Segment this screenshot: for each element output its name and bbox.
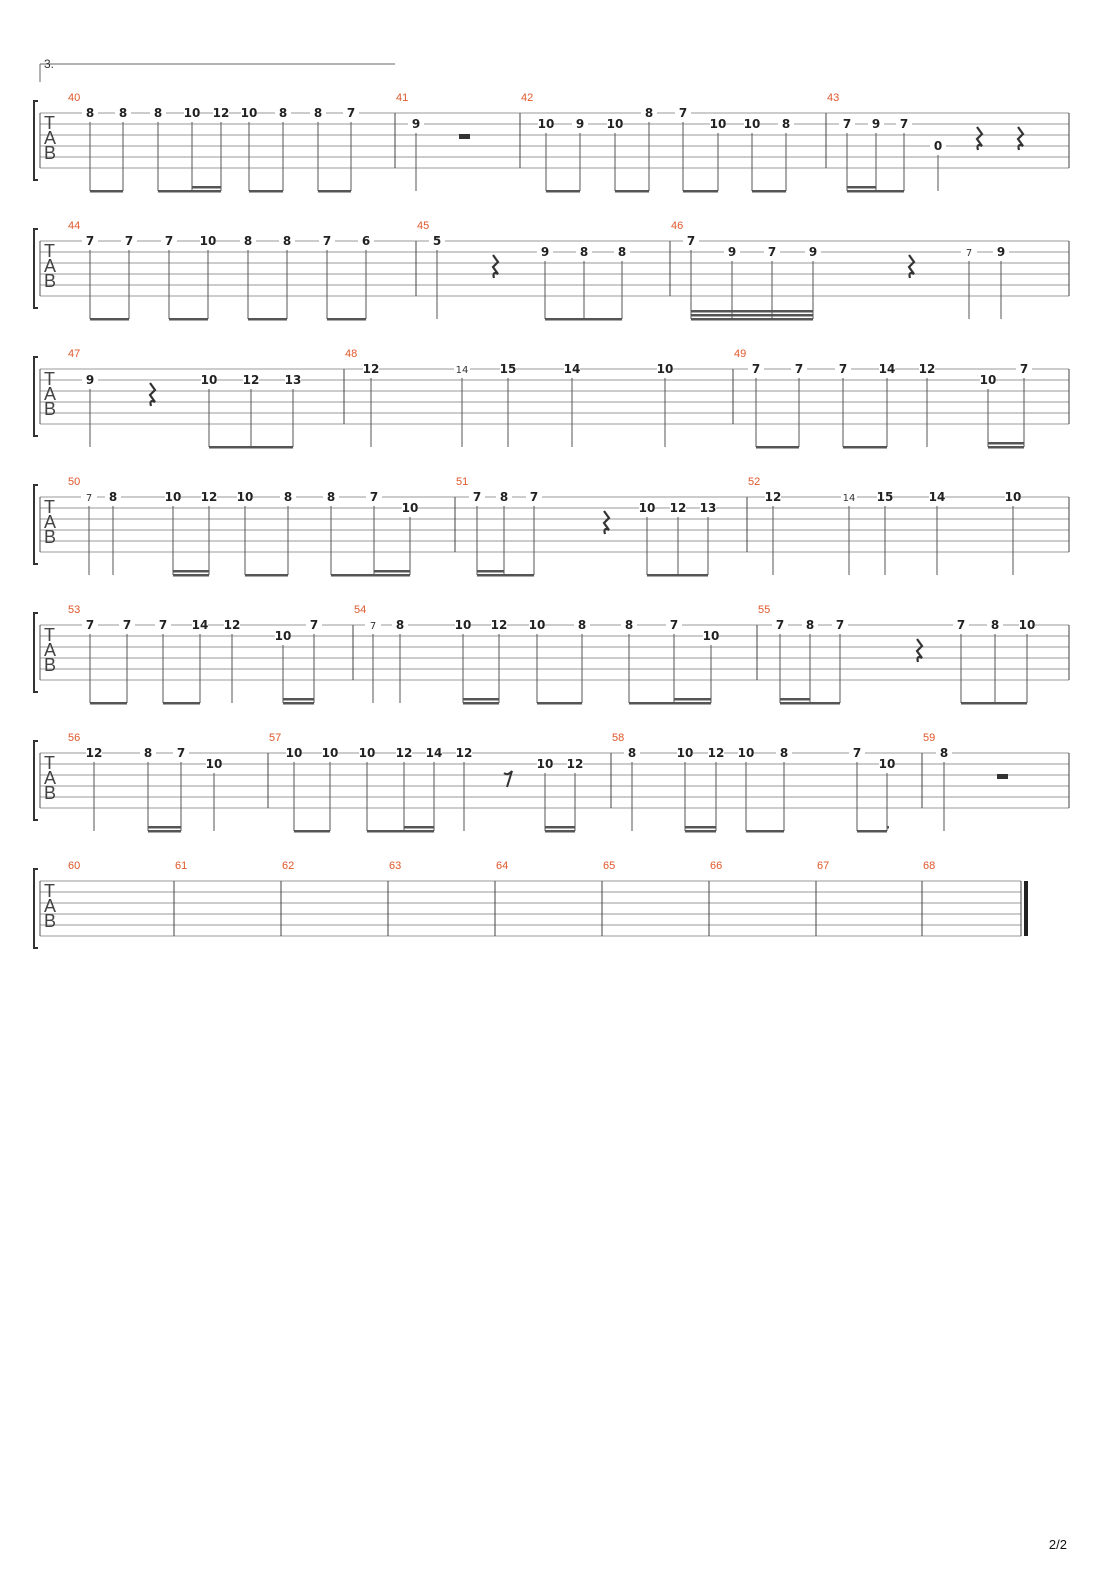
fret-number: 8 [153,106,163,120]
measure-number: 53 [68,604,81,616]
fret-number: 7 [775,618,785,632]
measure-number: 46 [671,220,684,232]
fret-number: 7 [85,234,95,248]
measure-number: 66 [710,860,723,872]
fret-number: 12 [223,618,241,632]
fret-number: 10 [638,501,656,515]
measure-number: 50 [68,476,81,488]
system-bracket [34,869,38,948]
fret-number: 12 [200,490,218,504]
measure-number: 47 [68,348,81,360]
half-rest [459,134,470,139]
fret-number: 8 [577,618,587,632]
tab-letter-a: A [44,128,57,148]
fret-number: 12 [362,362,380,376]
fret-number: 12 [707,746,725,760]
beam [629,702,711,705]
fret-number: 10 [358,746,376,760]
fret-number: 10 [321,746,339,760]
fret-number: 12 [242,373,260,387]
fret-number: 7 [899,117,909,131]
fret-number: 7 [176,746,186,760]
measure-number: 45 [417,220,430,232]
tab-letter-a: A [44,640,57,660]
fret-number: 7 [767,245,777,259]
fret-number: 8 [579,245,589,259]
measure-number: 68 [923,860,936,872]
measure-number: 51 [456,476,469,488]
measure-number: 41 [396,92,409,104]
fret-number: 7 [158,618,168,632]
fret-number: 10 [454,618,472,632]
fret-number: 8 [108,490,118,504]
beam [477,574,534,577]
tab-letter-t: T [44,753,55,773]
beam [683,190,718,193]
fret-number: 6 [361,234,371,248]
fret-number: 10 [528,618,546,632]
fret-number: 12 [395,746,413,760]
fret-number: 10 [205,757,223,771]
fret-number: 8 [118,106,128,120]
tab-letter-t: T [44,497,55,517]
fret-number: 7 [309,618,319,632]
measure-number: 65 [603,860,616,872]
fret-number: 10 [606,117,624,131]
system-bracket [34,485,38,564]
beam [847,186,876,189]
measure-number: 40 [68,92,81,104]
beam [961,702,1027,705]
beam [685,830,716,833]
tab-letter-a: A [44,768,57,788]
beam [887,826,889,829]
tab-letter-t: T [44,881,55,901]
fret-number: 14 [191,618,209,632]
fret-number: 14 [842,493,856,504]
beam [173,574,209,577]
fret-number: 10 [199,234,217,248]
fret-number: 10 [737,746,755,760]
fret-number: 5 [432,234,442,248]
tab-letter-t: T [44,369,55,389]
beam [404,826,434,829]
fret-number: 0 [933,139,943,153]
beam [647,574,708,577]
beam [463,702,499,705]
beam [192,186,221,189]
fret-number: 8 [644,106,654,120]
beam [545,830,575,833]
fret-number: 12 [212,106,230,120]
beam [477,570,504,573]
tab-letter-b: B [44,143,57,163]
beam [537,702,582,705]
fret-number: 10 [743,117,761,131]
beam [463,698,499,701]
fret-number: 15 [876,490,894,504]
beam [988,442,1024,445]
fret-number: 8 [313,106,323,120]
beam [331,574,410,577]
measure-number: 64 [496,860,509,872]
beam [615,190,649,193]
tab-letter-a: A [44,512,57,532]
fret-number: 10 [1004,490,1022,504]
tab-letter-b: B [44,271,57,291]
fret-number: 7 [835,618,845,632]
beam [545,318,622,321]
beam [327,318,366,321]
fret-number: 10 [979,373,997,387]
volta-label: 3. [44,57,55,71]
beam [780,698,810,701]
fret-number: 7 [686,234,696,248]
quarter-rest [150,383,155,406]
fret-number: 9 [85,373,95,387]
fret-number: 12 [455,746,473,760]
quarter-rest [493,255,498,278]
beam [691,314,813,317]
measure-number: 60 [68,860,81,872]
tab-letter-t: T [44,113,55,133]
fret-number: 10 [676,746,694,760]
beam [294,830,330,833]
fret-number: 10 [537,117,555,131]
fret-number: 7 [85,618,95,632]
beam [249,190,283,193]
beam [245,574,288,577]
beam [780,702,840,705]
measure-number: 48 [345,348,358,360]
fret-number: 10 [285,746,303,760]
beam [169,318,208,321]
beam [90,190,123,193]
beam [674,698,711,701]
fret-number: 7 [794,362,804,376]
tab-letter-t: T [44,241,55,261]
fret-number: 7 [751,362,761,376]
beam [685,826,716,829]
fret-number: 15 [499,362,517,376]
beam [752,190,786,193]
fret-number: 9 [996,245,1006,259]
beam [163,702,200,705]
beam [988,446,1024,449]
fret-number: 12 [566,757,584,771]
final-barline [1024,881,1028,936]
beam [857,830,887,833]
beam [209,446,293,449]
beam [173,570,209,573]
fret-number: 7 [369,490,379,504]
measure-number: 43 [827,92,840,104]
fret-number: 9 [727,245,737,259]
beam [847,190,904,193]
quarter-rest [909,255,914,278]
measure-number: 61 [175,860,188,872]
fret-number: 7 [838,362,848,376]
system-bracket [34,229,38,308]
fret-number: 7 [322,234,332,248]
fret-number: 10 [236,490,254,504]
measure-number: 42 [521,92,534,104]
page-number: 2/2 [1048,1537,1067,1552]
half-rest [997,774,1008,779]
fret-number: 8 [85,106,95,120]
beam [248,318,287,321]
quarter-rest [917,639,922,662]
fret-number: 7 [346,106,356,120]
fret-number: 10 [401,501,419,515]
fret-number: 10 [702,629,720,643]
fret-number: 7 [956,618,966,632]
tab-letter-b: B [44,783,57,803]
fret-number: 8 [805,618,815,632]
measure-number: 52 [748,476,761,488]
system-bracket [34,613,38,692]
fret-number: 7 [369,621,377,632]
quarter-rest [604,511,609,534]
fret-number: 8 [143,746,153,760]
beam [546,190,580,193]
fret-number: 14 [563,362,581,376]
fret-number: 12 [918,362,936,376]
fret-number: 8 [779,746,789,760]
beam [283,702,314,705]
fret-number: 8 [282,234,292,248]
fret-number: 9 [808,245,818,259]
fret-number: 10 [1018,618,1036,632]
tab-letter-a: A [44,896,57,916]
tab-letter-b: B [44,399,57,419]
quarter-rest [977,127,982,150]
measure-number: 59 [923,732,936,744]
fret-number: 12 [764,490,782,504]
fret-number: 10 [709,117,727,131]
beam [158,190,221,193]
fret-number: 7 [529,490,539,504]
fret-number: 12 [490,618,508,632]
beam [367,830,434,833]
system-bracket [34,101,38,180]
fret-number: 8 [939,746,949,760]
beam [691,318,813,321]
beam [843,446,887,449]
measure-number: 55 [758,604,771,616]
fret-number: 8 [283,490,293,504]
fret-number: 10 [183,106,201,120]
fret-number: 14 [455,365,469,376]
fret-number: 10 [536,757,554,771]
fret-number: 7 [669,618,679,632]
fret-number: 13 [699,501,717,515]
fret-number: 8 [990,618,1000,632]
fret-number: 9 [540,245,550,259]
fret-number: 7 [164,234,174,248]
measure-number: 57 [269,732,282,744]
fret-number: 8 [395,618,405,632]
fret-number: 7 [472,490,482,504]
fret-number: 7 [842,117,852,131]
fret-number: 8 [617,245,627,259]
fret-number: 7 [965,248,973,259]
fret-number: 13 [284,373,302,387]
tab-letter-b: B [44,655,57,675]
tab-letter-b: B [44,527,57,547]
beam [374,570,410,573]
system-bracket [34,741,38,820]
measure-number: 44 [68,220,81,232]
beam [746,830,784,833]
beam [148,830,181,833]
fret-number: 10 [878,757,896,771]
fret-number: 10 [656,362,674,376]
fret-number: 7 [852,746,862,760]
fret-number: 9 [871,117,881,131]
tab-letter-b: B [44,911,57,931]
measure-number: 63 [389,860,402,872]
measure-number: 49 [734,348,747,360]
fret-number: 14 [878,362,896,376]
beam [283,698,314,701]
measure-number: 54 [354,604,367,616]
fret-number: 7 [1019,362,1029,376]
fret-number: 8 [627,746,637,760]
system-bracket [34,357,38,436]
beam [90,702,127,705]
measure-number: 58 [612,732,625,744]
beam [148,826,181,829]
fret-number: 7 [122,618,132,632]
tab-letter-a: A [44,256,57,276]
beam [691,310,813,313]
fret-number: 9 [575,117,585,131]
fret-number: 14 [928,490,946,504]
fret-number: 10 [164,490,182,504]
fret-number: 14 [425,746,443,760]
fret-number: 8 [499,490,509,504]
beam [756,446,799,449]
fret-number: 8 [278,106,288,120]
quarter-rest [1018,127,1023,150]
fret-number: 10 [274,629,292,643]
beam [545,826,575,829]
measure-number: 56 [68,732,81,744]
fret-number: 8 [326,490,336,504]
fret-number: 7 [124,234,134,248]
fret-number: 7 [85,493,93,504]
eighth-rest [504,771,512,787]
fret-number: 9 [411,117,421,131]
fret-number: 8 [243,234,253,248]
beam [90,318,129,321]
measure-number: 62 [282,860,295,872]
fret-number: 7 [678,106,688,120]
fret-number: 12 [669,501,687,515]
fret-number: 10 [200,373,218,387]
fret-number: 8 [624,618,634,632]
fret-number: 8 [781,117,791,131]
tab-letter-a: A [44,384,57,404]
fret-number: 10 [240,106,258,120]
fret-number: 12 [85,746,103,760]
tab-letter-t: T [44,625,55,645]
beam [318,190,351,193]
measure-number: 67 [817,860,830,872]
